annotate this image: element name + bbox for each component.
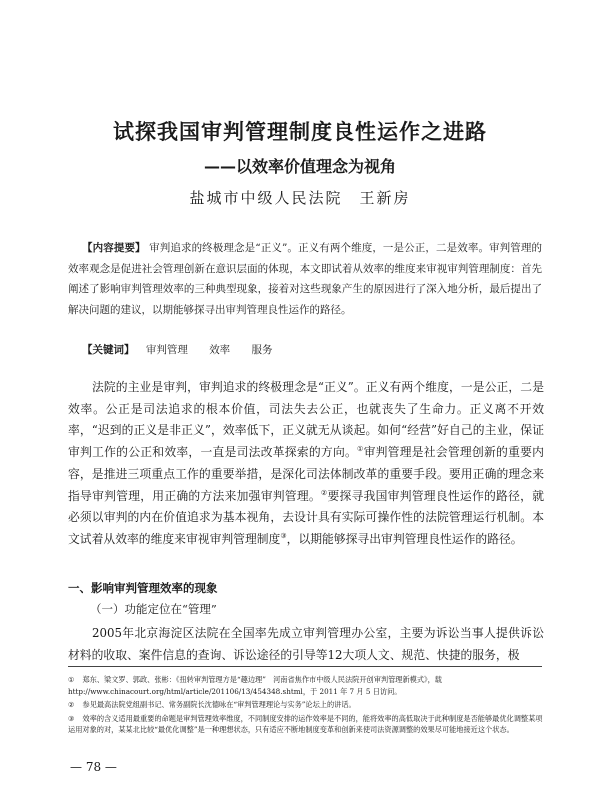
footnote-ref[interactable]: ③ <box>280 532 287 540</box>
keyword-item: 效率 <box>209 344 231 356</box>
abstract-text: 审判追求的终极理念是“正义”。正义有两个维度，一是公正，二是效率。审判管理的效率观念是促进社会管理创新在意识层面的体现，本文即试着从效率的维度来审视审判管理制度：首先阐述了影响审判管理效率的三种典型现象，接着对这些现象产生的原因进行了深入地分析，最后提出了解决问题的建议，以期能够探寻出审判管理良性运作的路径。 <box>68 242 542 316</box>
subsection-heading: （一）功能定位在“管理” <box>90 602 217 616</box>
keyword-item: 服务 <box>251 344 273 356</box>
author-line: 盐城市中级人民法院 王新房 <box>189 189 411 207</box>
footnote-mark: ② <box>68 700 75 709</box>
keywords-tag: 【关键词】 <box>82 344 135 356</box>
page-number: — 78 — <box>70 760 117 774</box>
footnote-item <box>68 713 544 736</box>
footnote-text: 郑东、梁文罗、郭政、张彬：《扭转审判管理方是“趣边理” 河南省焦作市中级人民法院开创审判管理新模式》，载 http://www.chinacourt.org/html/article/201106/13/454348.shtml，于 2011 年 7 月 5 日访问。 <box>68 675 442 696</box>
body-text: 审判管理是社会管理创新的重要内容，是推进三项重点工作的重要举措，是深化司法体制改革的重要手段。要用正确的理念来指导审判管理，用正确的方法来加强审判管理。 <box>68 445 544 503</box>
abstract-tag: 【内容提要】 <box>82 242 146 254</box>
paper-title: 试探我国审判管理制度良性运作之进路 <box>113 120 487 144</box>
body-paragraph <box>68 377 544 551</box>
section-paragraph: 2005年北京海淀区法院在全国率先成立审判管理办公室，主要为诉讼当事人提供诉讼材料的收取、案件信息的查询、诉讼途径的引导等12大项人文、规范、快捷的服务，极 <box>68 626 544 662</box>
body-text: 法院的主业是审判，审判追求的终极理念是“正义”。正义有两个维度，一是公正，二是效率。公正是司法追求的根本价值，司法失去公正，也就丧失了生命力。正义离不开效率，“迟到的正义是非正义”，效率低下，正义就无从谈起。如何“经营”好自己的主业，保证审判工作的公正和效率，一直是司法改革探索的方向。 <box>68 380 544 460</box>
footnote-ref[interactable]: ① <box>357 445 364 454</box>
paper-subtitle: ——以效率价值理念为视角 <box>203 157 396 176</box>
footnotes <box>68 674 544 738</box>
section-heading: 一、影响审判管理效率的现象 <box>68 581 218 595</box>
paragraph-1 <box>68 377 544 551</box>
footnote-mark: ① <box>68 675 75 684</box>
keyword-item: 审判管理 <box>145 344 188 356</box>
body-text: ，以期能够探寻出审判管理良性运作的路径。 <box>286 531 523 546</box>
footnote-divider <box>68 666 542 667</box>
footnote-item <box>68 699 544 711</box>
footnote-text: 参见最高法院党组副书记、常务副院长沈德咏在“审判管理理论与实务”论坛上的讲话。 <box>82 700 356 709</box>
footnote-text: 效率的含义适用最重要的命题是审判管理效率维度，不同制度安排的运作效率是不同的，能将效率的高低取决于此种制度是否能够最优化调整某项运用对象的对，某某北比较“最优化调整”是一种理想状态，只有适应不断地制度变革和创新来使司法资源调整的效果尽可能地接近这个状态。 <box>68 713 543 734</box>
footnote-ref[interactable]: ② <box>320 488 328 497</box>
footnote-item <box>68 674 544 697</box>
abstract <box>68 238 542 320</box>
keywords <box>82 342 283 358</box>
body-text: 要探寻我国审判管理良性运作的路径，就必须以审判的内在价值追求为基本视角，去设计具有实际可操作性的法院管理运行机制。本文试着从效率的维度来审视审判管理制度 <box>68 488 544 546</box>
footnote-mark: ③ <box>68 713 75 723</box>
